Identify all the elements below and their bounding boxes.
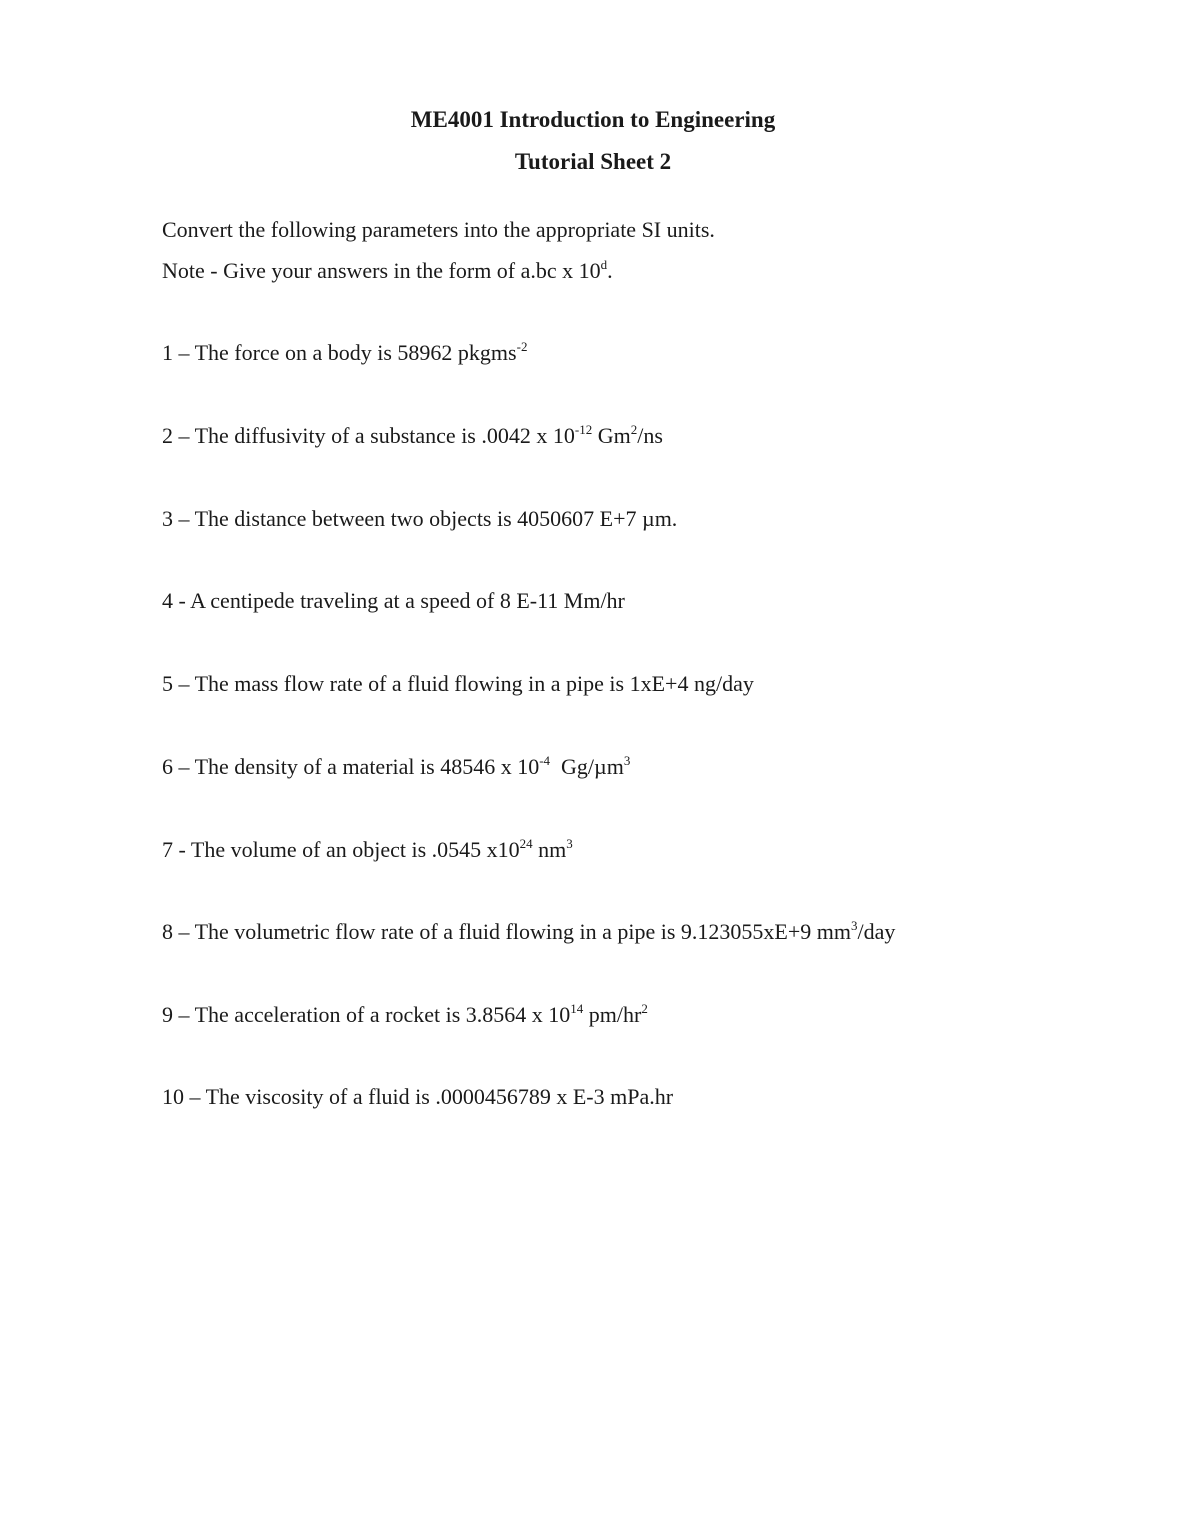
question-3 [162,508,677,530]
question-superscript: 3 [850,918,858,933]
question-superscript: 14 [570,1001,584,1016]
question-text: 3 – The distance between two objects is 4050607 E+7 µm. [162,506,678,531]
question-9 [162,1001,648,1027]
question-unit-superscript: 3 [623,753,631,768]
question-5 [162,673,754,695]
question-unit-suffix: /ns [637,423,663,448]
instruction-note [162,257,613,283]
question-unit: /day [857,919,896,944]
question-text: 1 – The force on a body is 58962 pkgms [162,340,517,365]
question-text: 7 - The volume of an object is .0545 x10 [162,837,520,862]
question-text: 5 – The mass flow rate of a fluid flowing in a pipe is 1xE+4 ng/day [162,671,754,696]
note-text: Note - Give your answers in the form of a.bc x 10 [162,258,601,283]
question-unit-superscript: 2 [630,422,638,437]
question-7 [162,836,573,862]
question-text: 2 – The diffusivity of a substance is .0042 x 10 [162,423,575,448]
question-superscript: 24 [519,836,533,851]
question-4 [162,590,625,612]
question-text: 4 - A centipede traveling at a speed of 8 E-11 Mm/hr [162,588,625,613]
question-8 [162,918,896,944]
question-superscript: -12 [574,422,593,437]
instruction-line: Convert the following parameters into the appropriate SI units. [162,217,715,242]
question-text: 8 – The volumetric flow rate of a fluid flowing in a pipe is 9.123055xE+9 mm [162,919,851,944]
question-unit: Gm [592,423,631,448]
question-text: 10 – The viscosity of a fluid is .0000456789 x E-3 mPa.hr [162,1084,674,1109]
question-unit: pm/hr [583,1002,642,1027]
question-10 [162,1086,673,1108]
question-superscript: -4 [539,753,551,768]
course-title: ME4001 Introduction to Engineering [410,107,776,132]
question-6 [162,753,631,779]
question-superscript: -2 [516,339,528,354]
note-exponent: d [600,257,608,272]
question-text: 9 – The acceleration of a rocket is 3.8564 x 10 [162,1002,571,1027]
question-text: 6 – The density of a material is 48546 x 10 [162,754,540,779]
question-unit-superscript: 2 [641,1001,648,1016]
question-1 [162,339,528,365]
question-2 [162,422,663,448]
question-unit: Gg/µm [550,754,624,779]
note-end: . [607,258,613,283]
question-unit-superscript: 3 [566,836,573,851]
question-unit: nm [532,837,567,862]
sheet-title: Tutorial Sheet 2 [514,149,672,174]
